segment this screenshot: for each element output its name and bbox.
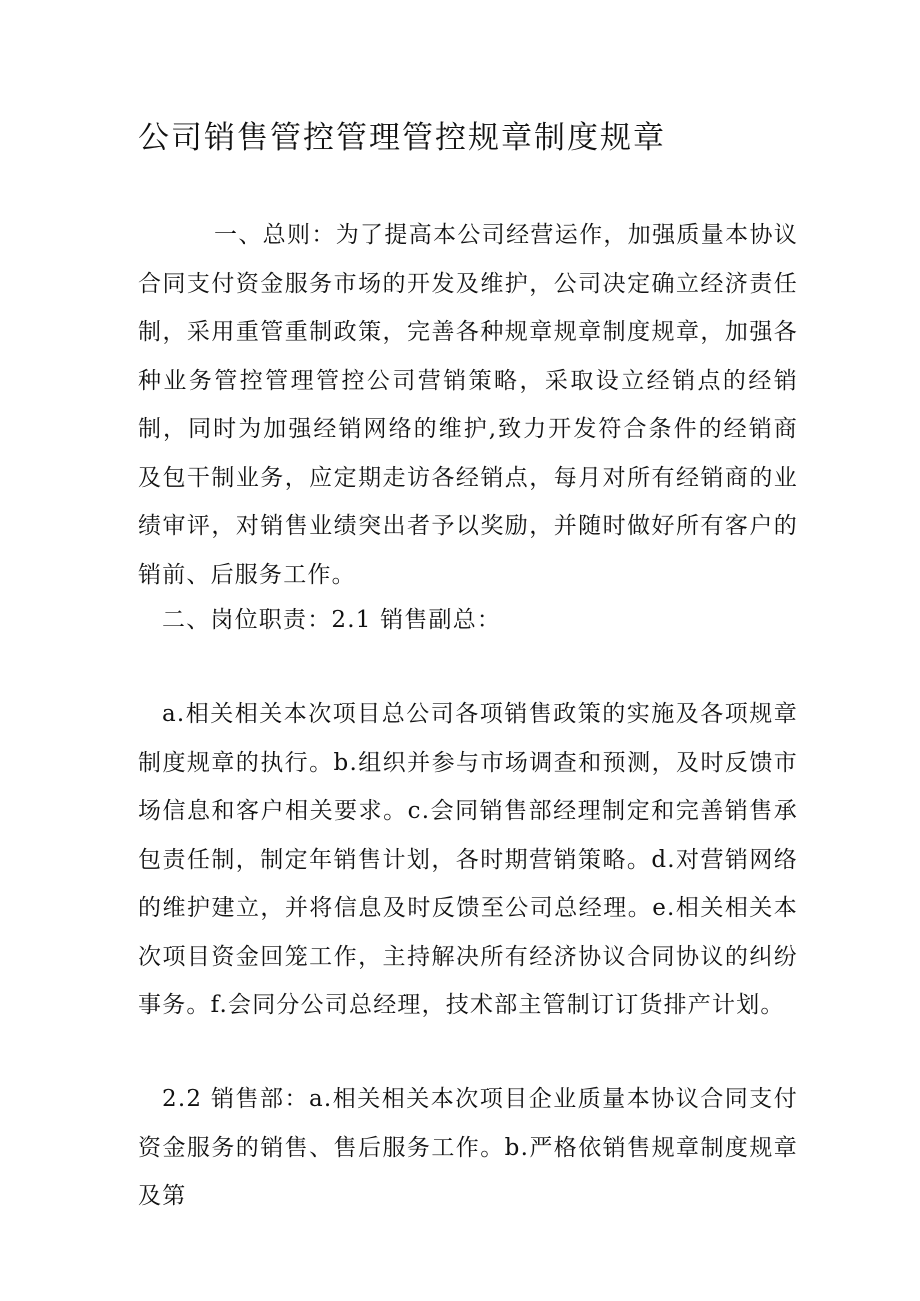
- sales-vp-duties-paragraph: a.相关相关本次项目总公司各项销售政策的实施及各项规章制度规章的执行。b.组织并参与市场调查和预测，及时反馈市场信息和客户相关要求。c.会同销售部经理制定和完善销售承包责任制，制定年销售计划，各时期营销策略。d.对营销网络的维护建立，并将信息及时反馈至公司总经理。e.相关相关本次项目资金回笼工作，主持解决所有经济协议合同协议的纠纷事务。f.会同分公司总经理，技术部主管制订订货排产计划。: [138, 701, 798, 1018]
- section-duties-heading: 二、岗位职责：2.1 销售副总：: [162, 607, 502, 633]
- sales-department-paragraph: 2.2 销售部：a.相关相关本次项目企业质量本协议合同支付资金服务的销售、售后服务工作。b.严格依销售规章制度规章及第: [138, 1086, 798, 1209]
- document-title: 公司销售管控管理管控规章制度规章: [138, 120, 666, 156]
- section-general-paragraph: 一、总则：为了提高本公司经营运作，加强质量本协议合同支付资金服务市场的开发及维护，公司决定确立经济责任制，采用重管重制政策，完善各种规章规章制度规章，加强各种业务管控管理管控公司营销策略，采取设立经销点的经销制，同时为加强经销网络的维护,致力开发符合条件的经销商及包干制业务，应定期走访各经销点，每月对所有经销商的业绩审评，对销售业绩突出者予以奖励，并随时做好所有客户的销前、后服务工作。: [138, 222, 798, 588]
